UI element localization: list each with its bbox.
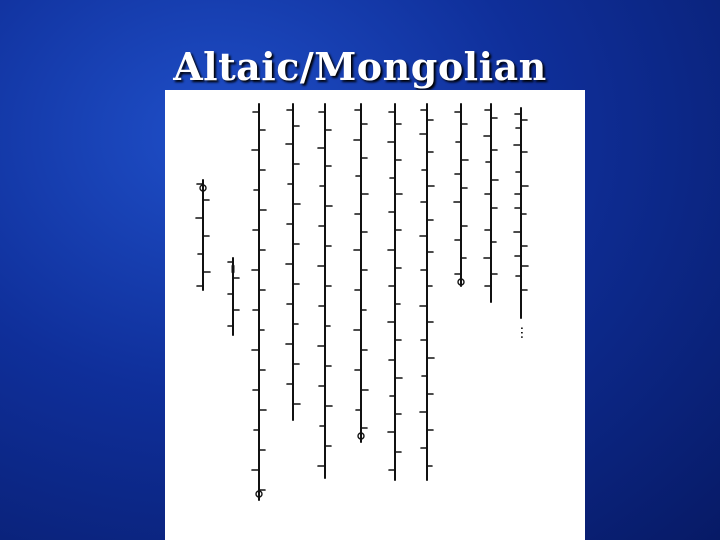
mongolian-column-6	[354, 104, 368, 442]
mongolian-text-image	[165, 90, 585, 540]
mongolian-column-3	[454, 104, 468, 286]
mongolian-column-7	[318, 104, 332, 478]
mongolian-column-2	[484, 104, 498, 302]
mongolian-column-9	[252, 104, 266, 500]
mongolian-column-11	[196, 180, 210, 290]
mongolian-script-drawing	[165, 90, 585, 540]
mongolian-column-8	[286, 104, 300, 420]
mongolian-column-10	[228, 258, 239, 335]
trailing-ellipsis: ...	[517, 326, 533, 340]
mongolian-column-1	[514, 108, 528, 318]
mongolian-column-4	[420, 104, 434, 480]
slide-title: Altaic/Mongolian	[173, 44, 547, 89]
mongolian-column-5	[388, 104, 402, 480]
